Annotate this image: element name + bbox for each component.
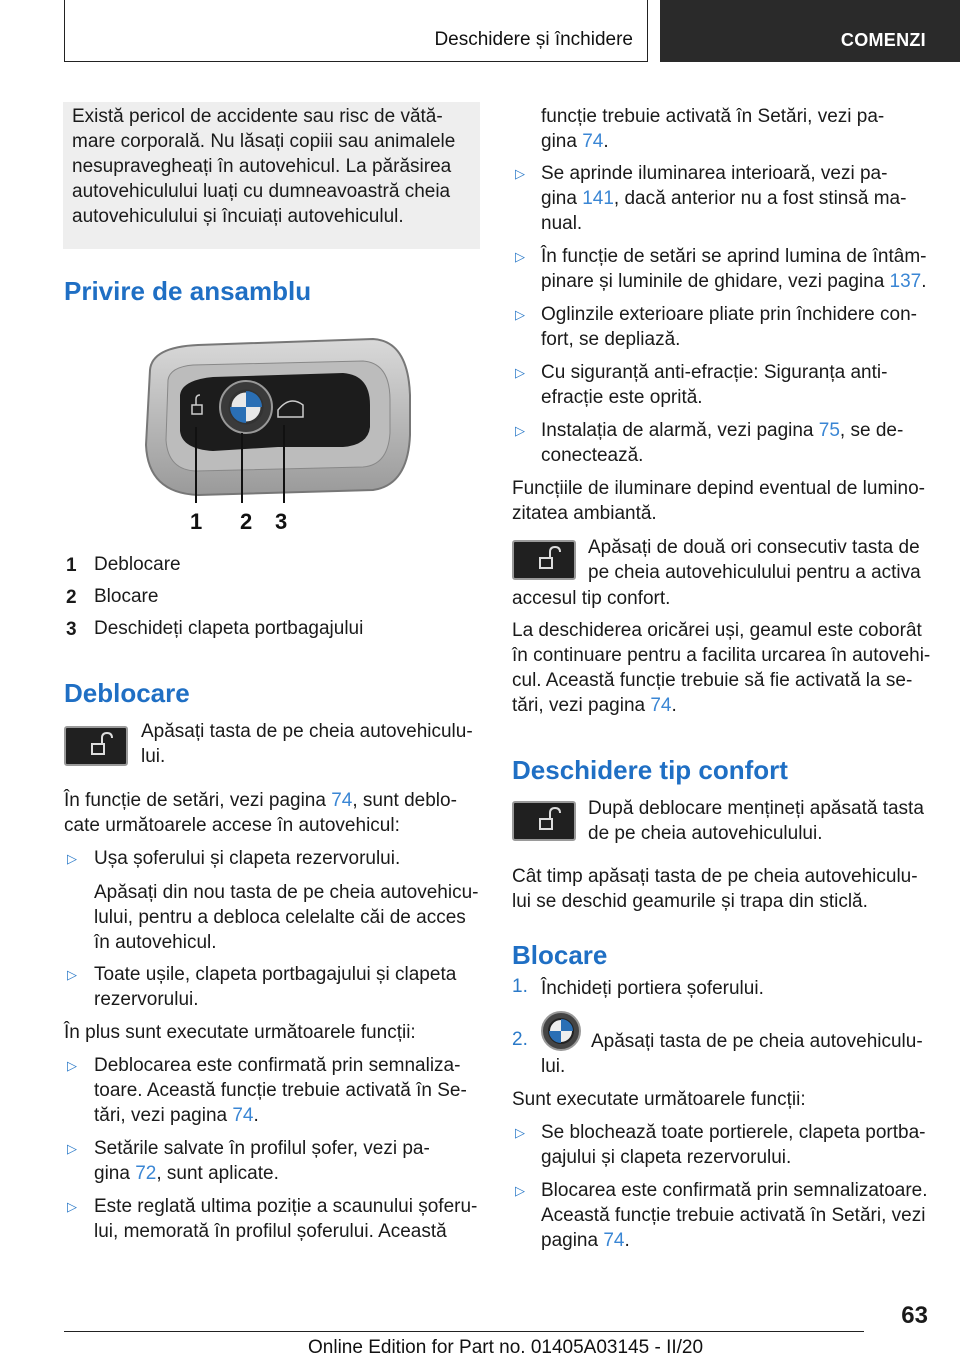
bullet-text: conectează. [541, 445, 644, 466]
legend-text: Deschideți clapeta portbagajului [94, 618, 364, 639]
page-link[interactable]: 74 [582, 131, 604, 152]
legend-number: 1 [66, 555, 77, 576]
figure-label: 3 [275, 509, 288, 534]
door-window-text: La deschiderea oricărei uși, geamul este coborât [512, 620, 922, 641]
warning-line: nesupravegheați în autovehicul. La părăsirea [72, 156, 452, 177]
bullet-text: rezervorului. [94, 989, 199, 1010]
page-link[interactable]: 141 [582, 188, 614, 209]
bullet-text: pinare și luminile de ghidare, vezi pagina 137. [541, 271, 927, 292]
page-link[interactable]: 74 [331, 790, 353, 811]
step-number: 2. [512, 1029, 528, 1050]
bullet-text: Instalația de alarmă, vezi pagina 75, se de- [541, 420, 904, 441]
page-link[interactable]: 75 [818, 420, 840, 441]
door-window-text: tări, vezi pagina 74. [512, 695, 677, 716]
bullet-text: În funcție de setări se aprind lumina de întâm- [541, 246, 927, 267]
unlock-settings: În funcție de setări, vezi pagina 74, sunt deblo- [64, 790, 457, 811]
bullet-text: Cu siguranță anti-efracție: Siguranța anti- [541, 362, 888, 383]
page-link[interactable]: 72 [135, 1163, 157, 1184]
chapter-header [64, 0, 648, 62]
comfort-heading: Deschidere tip confort [512, 755, 788, 785]
page-number: 63 [901, 1302, 928, 1329]
bullet-text: Toate ușile, clapeta portbagajului și clapeta [94, 964, 457, 985]
bullet-icon: ▷ [67, 967, 77, 982]
unlock-settings: cate următoarele accese în autovehicul: [64, 815, 400, 836]
unlock-button-icon [64, 726, 128, 766]
bullet-text: Se aprinde iluminarea interioară, vezi pa- [541, 163, 888, 184]
comfort-icon-text: de pe cheia autovehiculului. [588, 823, 823, 844]
door-window-text: cul. Această funcție trebuie să fie activată la se- [512, 670, 913, 691]
warning-box [63, 102, 480, 249]
bullet-subtext: lului, pentru a debloca celelalte căi de acces [94, 907, 466, 928]
warning-line: Există pericol de accidente sau risc de vătă- [72, 106, 443, 127]
bullet-text: Se blochează toate portierele, clapeta portba- [541, 1122, 926, 1143]
bullet-text: Deblocarea este confirmată prin semnaliza- [94, 1055, 461, 1076]
step-text: Apăsați tasta de pe cheia autovehiculu- [591, 1031, 923, 1052]
unlock-button-icon [512, 801, 576, 841]
step-text: Închideți portiera șoferului. [541, 978, 764, 999]
warning-line: mare corporală. Nu lăsați copiii sau animalele [72, 131, 456, 152]
page-link[interactable]: 74 [232, 1105, 254, 1126]
legend-number: 2 [66, 587, 77, 608]
bullet-text: tări, vezi pagina 74. [94, 1105, 259, 1126]
press-twice-text: accesul tip confort. [512, 588, 671, 609]
lighting-note: zitatea ambiantă. [512, 503, 657, 524]
chapter-title: Deschidere și închidere [434, 29, 633, 50]
bullet-subtext: Apăsați din nou tasta de pe cheia autovehicu- [94, 882, 479, 903]
bullet-icon: ▷ [515, 166, 525, 181]
comfort-body: lui se deschid geamurile și trapa din sticlă. [512, 891, 868, 912]
bullet-icon: ▷ [515, 307, 525, 322]
page-link[interactable]: 74 [603, 1230, 625, 1251]
bullet-text: Ușa șoferului și clapeta rezervorului. [94, 848, 401, 869]
unlock-heading: Deblocare [64, 678, 190, 708]
key-fob-illustration [138, 335, 428, 535]
bullet-text: gajului și clapeta rezervorului. [541, 1147, 792, 1168]
page-link[interactable]: 74 [650, 695, 672, 716]
unlock-intro: Apăsați tasta de pe cheia autovehiculu- [141, 721, 473, 742]
footer-divider [64, 1331, 864, 1332]
legend-text: Blocare [94, 586, 159, 607]
warning-line: autovehiculului luați cu dumneavoastră cheia [72, 181, 451, 202]
press-twice-text: Apăsați de două ori consecutiv tasta de [588, 537, 920, 558]
continued-text: gina 74. [541, 131, 609, 152]
bullet-icon: ▷ [67, 1199, 77, 1214]
bullet-subtext: în autovehicul. [94, 932, 217, 953]
bullet-text: Blocarea este confirmată prin semnalizatoare. [541, 1180, 928, 1201]
continued-text: funcție trebuie activată în Setări, vezi pa- [541, 106, 885, 127]
unlock-button-icon [512, 540, 576, 580]
bullet-icon: ▷ [67, 851, 77, 866]
bullet-text: fort, se depliază. [541, 329, 681, 350]
bullet-text: gina 141, dacă anterior nu a fost stinsă ma- [541, 188, 907, 209]
bullet-text: Este reglată ultima poziție a scaunului șoferu- [94, 1196, 478, 1217]
bullet-icon: ▷ [515, 249, 525, 264]
step-number: 1. [512, 976, 528, 997]
step-text: lui. [541, 1056, 566, 1077]
bullet-icon: ▷ [515, 1183, 525, 1198]
comfort-body: Cât timp apăsați tasta de pe cheia autovehiculu- [512, 866, 918, 887]
bullet-icon: ▷ [67, 1058, 77, 1073]
legend-text: Deblocare [94, 554, 181, 575]
extra-functions: În plus sunt executate următoarele funcții: [64, 1022, 416, 1043]
bullet-text: toare. Această funcție trebuie activată în Se- [94, 1080, 467, 1101]
figure-label: 1 [190, 509, 203, 534]
bullet-text: Setările salvate în profilul șofer, vezi pa- [94, 1138, 430, 1159]
lock-heading: Blocare [512, 940, 608, 970]
bullet-text: Această funcție trebuie activată în Setări, vezi [541, 1205, 926, 1226]
warning-line: autovehiculului și încuiați autovehiculul. [72, 206, 404, 227]
bullet-text: lui, memorată în profilul șoferului. Această [94, 1221, 447, 1242]
comfort-icon-text: După deblocare mențineți apăsată tasta [588, 798, 924, 819]
press-twice-text: pe cheia autovehiculului pentru a activa [588, 562, 921, 583]
bullet-icon: ▷ [515, 423, 525, 438]
figure-label: 2 [240, 509, 253, 534]
bullet-text: efracție este oprită. [541, 387, 703, 408]
bmw-logo-icon [540, 1010, 582, 1052]
bullet-text: Oglinzile exterioare pliate prin închidere con- [541, 304, 917, 325]
unlock-intro: lui. [141, 746, 166, 767]
bullet-icon: ▷ [67, 1141, 77, 1156]
door-window-text: în continuare pentru a facilita urcarea în autovehi- [512, 645, 931, 666]
edition-text: Online Edition for Part no. 01405A03145 - II/20 [308, 1337, 704, 1358]
exec-functions: Sunt executate următoarele funcții: [512, 1089, 806, 1110]
bullet-text: pagina 74. [541, 1230, 630, 1251]
legend-number: 3 [66, 619, 77, 640]
overview-heading: Privire de ansamblu [64, 276, 312, 306]
section-title: COMENZI [840, 30, 926, 50]
bullet-text: gina 72, sunt aplicate. [94, 1163, 279, 1184]
section-header [660, 0, 960, 62]
page-link[interactable]: 137 [889, 271, 922, 292]
bullet-icon: ▷ [515, 365, 525, 380]
lighting-note: Funcțiile de iluminare depind eventual de lumino- [512, 478, 925, 499]
bullet-icon: ▷ [515, 1125, 525, 1140]
bullet-text: nual. [541, 213, 583, 234]
